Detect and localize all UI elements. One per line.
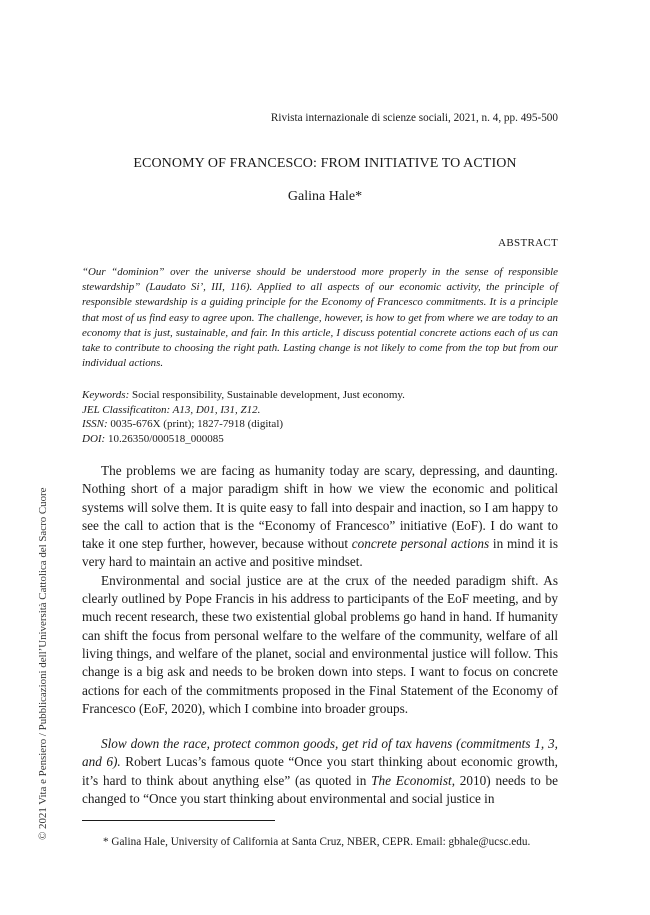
paragraph-3-text-b: , 2010) needs to be changed to “Once you start thinking about environmental and social justice in <box>82 772 558 807</box>
abstract-text: “Our “dominion” over the universe should be understood more properly in the sense of responsible stewardship” (Laudato Si’, III, 116). Applied to all aspects of our economic activity, the principle of responsible stewardship is a guiding principle for the Economy of Francesco commitments. It is a principle that most of us find easy to agree upon. The challenge, however, is how to get from where we are today to an economy that is just, sustainable, and fair. In this article, I discuss potential concrete actions each of us can take to contribute to choosing the right path. Lasting change is not likely to come from the top but from our individual actions. <box>82 266 558 370</box>
paragraph-3-heading: Slow down the race, protect common goods, get rid of tax havens (commitments 1, 3, and 6). <box>82 736 558 770</box>
jel-line <box>82 403 405 418</box>
article-metadata <box>82 388 405 446</box>
body-text <box>82 462 558 808</box>
keywords-value: Social responsibility, Sustainable development, Just economy. <box>129 389 405 401</box>
article-title: ECONOMY OF FRANCESCO: FROM INITIATIVE TO ACTION <box>133 156 517 171</box>
doi-line <box>82 432 405 447</box>
doi-label: DOI: <box>82 432 106 445</box>
jel-label: JEL Classificatiton: A13, D01, I31, Z12. <box>82 403 261 416</box>
paragraph-3-text-a: Robert Lucas’s famous quote “Once you start thinking about economic growth, it’s hard to think about anything else” (as quoted in <box>82 754 558 788</box>
paragraph-2: Environmental and social justice are at the crux of the needed paradigm shift. As clearly outlined by Pope Francis in his address to participants of the EoF meeting, and by much recent research, these two existential global problems go hand in hand. If humanity can shift the focus from personal welfare to the welfare of the community, welfare of all living things, and welfare of the planet, social and environmental justice will follow. This change is a big ask and needs to be broken down into steps. I want to focus on concrete actions for each of the commitments proposed in the Final Statement of the Economy of Francesco (EoF, 2020), which I combine into broader groups. <box>82 572 558 716</box>
author-name: Galina Hale* <box>287 189 363 204</box>
paragraph-3 <box>82 735 558 808</box>
keywords-line <box>82 388 405 403</box>
footnote-divider <box>82 820 275 821</box>
paragraph-1-emphasis: concrete personal actions <box>351 536 490 552</box>
paragraph-3-citation: The Economist <box>371 772 452 788</box>
doi-value: 10.26350/000518_000085 <box>105 432 224 445</box>
running-head: Rivista internazionale di scienze sociali, 2021, n. 4, pp. 495-500 <box>270 112 558 124</box>
issn-label: ISSN: <box>82 418 108 431</box>
footnote: * Galina Hale, University of California at Santa Cruz, NBER, CEPR. Email: gbhale@ucsc.edu. <box>103 836 531 848</box>
paragraph-1-text-a: The problems we are facing as humanity today are scary, depressing, and daunting. Nothing short of a major paradigm shift in how we view the economic and political systems will solve them. It is quite easy to fall into despair and inaction, so I am happy to see the call to action that is the “Economy of Francesco” initiative (EoF). I do want to take it one step further, however, because without <box>82 463 558 552</box>
abstract-heading: ABSTRACT <box>498 237 558 249</box>
side-copyright-notice: © 2021 Vita e Pensiero / Pubblicazioni dell’Università Cattolica del Sacro Cuore <box>37 487 49 840</box>
issn-value: 0035-676X (print); 1827-7918 (digital) <box>107 418 284 431</box>
paragraph-1 <box>82 462 558 572</box>
keywords-label: Keywords: <box>82 389 130 401</box>
issn-line <box>82 417 405 432</box>
paragraph-1-text-b: in mind it is very hard to maintain an active and positive mindset. <box>82 536 558 570</box>
